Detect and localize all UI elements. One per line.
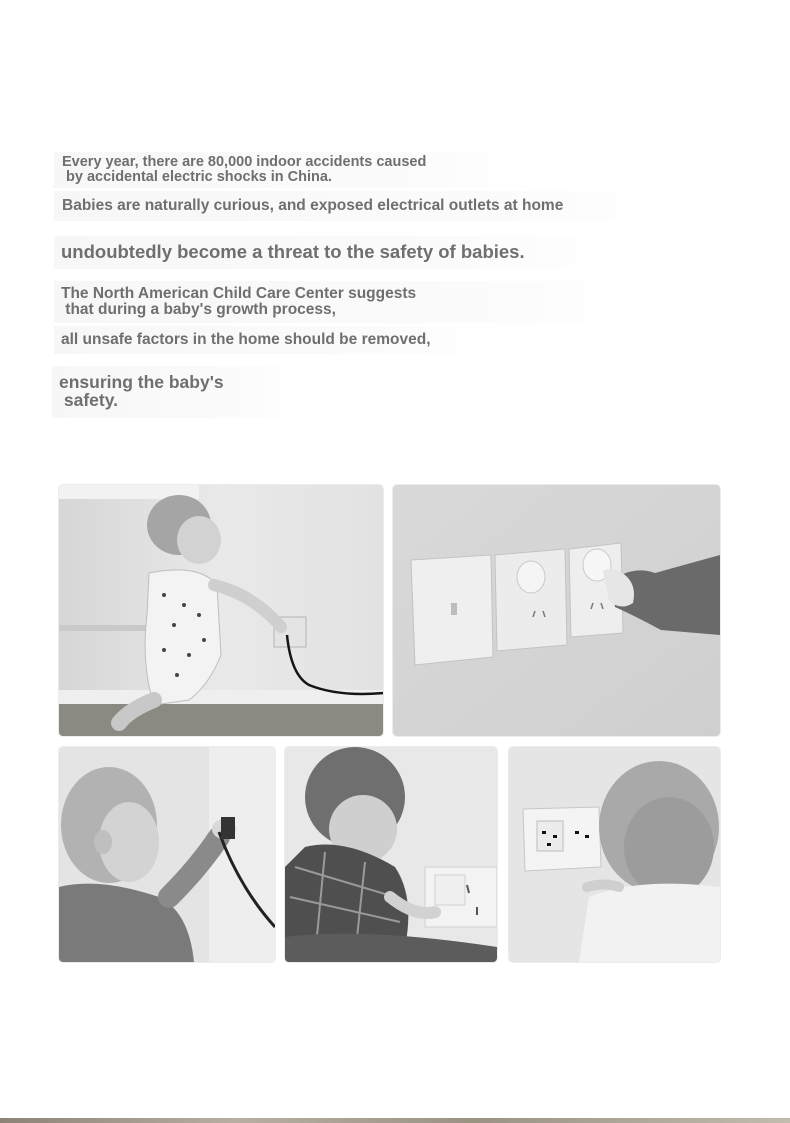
safety-text: ensuring the baby's safety. <box>52 366 311 418</box>
photo-socket-covers-hand <box>393 485 720 736</box>
intro-statistic-text: Every year, there are 80,000 indoor accidents caused by accidental electric shocks in China. <box>54 152 540 188</box>
curiosity-text: Babies are naturally curious, and exposed electrical outlets at home <box>54 191 690 221</box>
remove-factors-text: all unsafe factors in the home should be removed, <box>54 326 508 354</box>
photo-baby-holding-cord <box>59 747 275 962</box>
photo-toddler-plugging-cord <box>59 485 383 736</box>
photo-toddler-touching-outlet <box>285 747 497 962</box>
threat-text: undoubtedly become a threat to the safety of babies. <box>54 236 638 269</box>
photo-baby-facing-outlet <box>509 747 720 962</box>
bottom-edge-strip <box>0 1118 790 1123</box>
suggestion-text: The North American Child Care Center suggests that during a baby's growth process, <box>54 281 653 323</box>
